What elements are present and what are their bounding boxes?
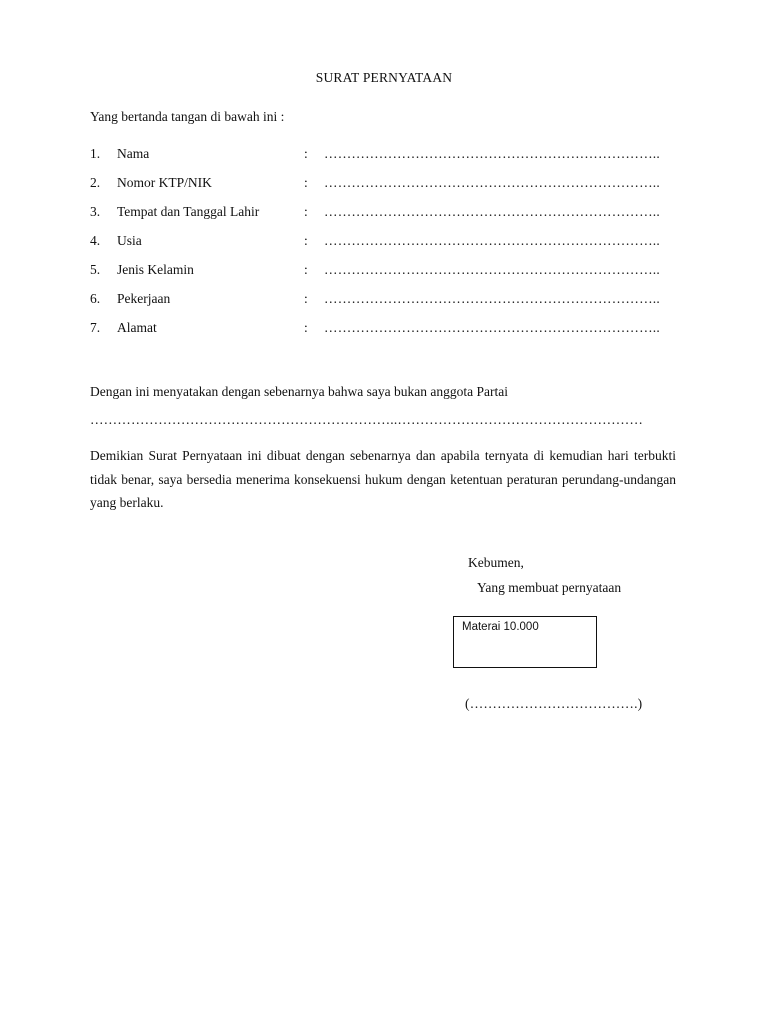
- field-colon: :: [304, 262, 308, 277]
- field-label-age: Usia: [117, 233, 142, 248]
- stamp-label: Materai 10.000: [462, 621, 539, 633]
- field-label-name: Nama: [117, 146, 150, 161]
- stamp-box: [453, 616, 597, 668]
- field-blank-occupation: ………………………………………………………………..: [324, 291, 660, 306]
- signing-place: Kebumen,: [468, 555, 524, 570]
- field-colon: :: [304, 291, 308, 306]
- field-row-address: [90, 320, 690, 349]
- field-number: 5.: [90, 262, 101, 277]
- field-colon: :: [304, 175, 308, 190]
- field-blank-age: ………………………………………………………………..: [324, 233, 660, 248]
- field-row-birth: [90, 204, 690, 233]
- field-colon: :: [304, 320, 308, 335]
- field-colon: :: [304, 146, 308, 161]
- field-number: 1.: [90, 146, 101, 161]
- field-blank-name: ………………………………………………………………..: [324, 146, 660, 161]
- field-number: 4.: [90, 233, 101, 248]
- field-number: 7.: [90, 320, 101, 335]
- party-name-blank: …………………………………………………………..………………………………………………: [90, 412, 644, 427]
- field-blank-birth: ………………………………………………………………..: [324, 204, 660, 219]
- statement-text: Dengan ini menyatakan dengan sebenarnya bahwa saya bukan anggota Partai: [90, 384, 508, 399]
- field-row-name: [90, 146, 690, 175]
- field-label-address: Alamat: [117, 320, 157, 335]
- field-row-ktp-nik: [90, 175, 690, 204]
- identity-field-list: [90, 146, 690, 349]
- field-number: 2.: [90, 175, 101, 190]
- intro-text: Yang bertanda tangan di bawah ini :: [90, 109, 285, 124]
- signature-name-blank: (……………………………….): [465, 696, 643, 711]
- field-label-gender: Jenis Kelamin: [117, 262, 194, 277]
- field-blank-ktp-nik: ………………………………………………………………..: [324, 175, 660, 190]
- field-number: 6.: [90, 291, 101, 306]
- field-label-occupation: Pekerjaan: [117, 291, 171, 306]
- field-row-gender: [90, 262, 690, 291]
- field-row-occupation: [90, 291, 690, 320]
- field-label-ktp-nik: Nomor KTP/NIK: [117, 175, 212, 190]
- field-colon: :: [304, 204, 308, 219]
- maker-label: Yang membuat pernyataan: [477, 580, 622, 595]
- document-title: SURAT PERNYATAAN: [315, 70, 453, 85]
- field-label-birth: Tempat dan Tanggal Lahir: [117, 204, 260, 219]
- field-blank-address: ………………………………………………………………..: [324, 320, 660, 335]
- field-number: 3.: [90, 204, 101, 219]
- field-colon: :: [304, 233, 308, 248]
- closing-paragraph: Demikian Surat Pernyataan ini dibuat dengan sebenarnya dan apabila ternyata di kemudian hari terbukti tidak benar, saya bersedia menerima konsekuensi hukum dengan ketentuan peraturan perundang-undangan yang berlaku.: [90, 448, 676, 510]
- field-blank-gender: ………………………………………………………………..: [324, 262, 660, 277]
- field-row-age: [90, 233, 690, 262]
